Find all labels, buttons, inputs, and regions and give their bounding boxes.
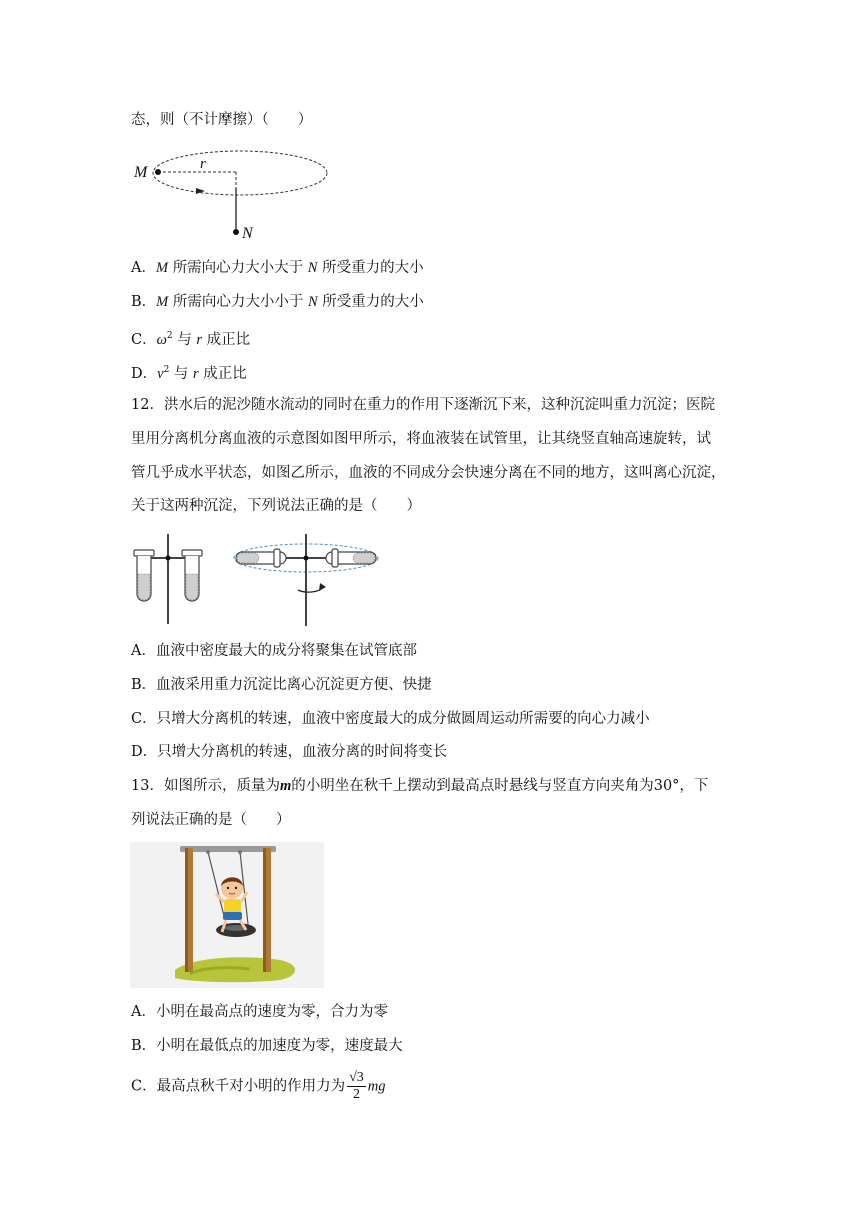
- q12-stem-line-4: 关于这两种沉淀，下列说法正确的是（ ）: [131, 498, 421, 514]
- q11-option-d: D．$v^2$ 与 r 成正比: [131, 365, 247, 382]
- q11-option-c: C．$\omega^2$ 与 r 成正比: [131, 331, 251, 348]
- q13-stem-line-2: 列说法正确的是（ ）: [131, 812, 291, 828]
- q11-stem: 态，则（不计摩擦）（ ）: [131, 112, 313, 128]
- q11-option-a: A．M 所需向心力大小大于 N 所受重力的大小: [131, 260, 424, 276]
- q11-figure: [130, 148, 330, 243]
- q13-option-a: A．小明在最高点的速度为零，合力为零: [131, 1004, 388, 1020]
- label-n: N: [242, 225, 253, 242]
- q12-stem-line-2: 里用分离机分离血液的示意图如图甲所示，将血液装在试管里，让其绕竖直轴高速旋转，试: [131, 431, 711, 447]
- q13-option-c: C．最高点秋千对小明的作用力为 $\frac{√3}{2}$ mg: [131, 1070, 386, 1102]
- q12-option-c: C．只增大分离机的转速，血液中密度最大的成分做圆周运动所需要的向心力减小: [131, 711, 650, 727]
- q13-stem-line-1: 13．如图所示，质量为m的小明坐在秋千上摆动到最高点时悬线与竖直方向夹角为30°，下: [131, 778, 709, 794]
- q12-stem-line-3: 管几乎成水平状态，如图乙所示，血液的不同成分会快速分离在不同的地方，这叫离心沉淀，: [131, 465, 726, 481]
- q12-option-d: D．只增大分离机的转速，血液分离的时间将变长: [131, 744, 448, 760]
- q13-swing-image: [130, 842, 324, 988]
- q12-option-a: A．血液中密度最大的成分将聚集在试管底部: [131, 643, 417, 659]
- q12-option-b: B．血液采用重力沉淀比离心沉淀更方便、快捷: [131, 677, 432, 693]
- q12-stem-line-1: 12．洪水后的泥沙随水流动的同时在重力的作用下逐渐沉下来，这种沉淀叫重力沉淀；医院: [131, 397, 715, 413]
- q11-option-b: B．M 所需向心力大小小于 N 所受重力的大小: [131, 294, 424, 310]
- q12-figure: [128, 530, 388, 630]
- sqrt3-over-2-fraction: $\frac{√3}{2}$: [349, 1070, 364, 1102]
- q13-option-b: B．小明在最低点的加速度为零，速度最大: [131, 1038, 403, 1054]
- label-m: M: [134, 164, 148, 181]
- label-r: r: [200, 156, 206, 172]
